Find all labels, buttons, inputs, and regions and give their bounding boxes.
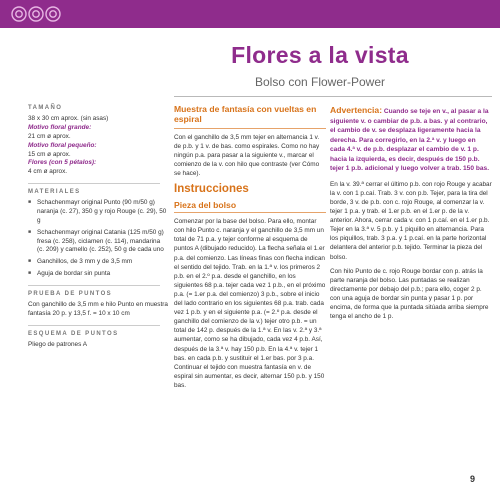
flores-label: Flores (con 5 pétalos): bbox=[28, 159, 97, 167]
sidebar-divider bbox=[28, 183, 160, 184]
list-item: ■ Schachenmayr original Punto (90 m/50 g) naranja (c. 27), 350 g y rojo Rouge (c. 29), 50 g bbox=[28, 199, 168, 225]
list-item: ■ Aguja de bordar sin punta bbox=[28, 270, 168, 279]
column-middle bbox=[174, 104, 326, 395]
header-band bbox=[0, 0, 500, 28]
materiales-heading: MATERIALES bbox=[28, 189, 81, 196]
section-divider bbox=[174, 128, 326, 129]
flores-value: 4 cm ø aprox. bbox=[28, 168, 68, 176]
pieza-heading: Pieza del bolso bbox=[174, 199, 237, 210]
tamano-heading: TAMAÑO bbox=[28, 105, 63, 111]
esquema-text: Pliego de patrones A bbox=[28, 341, 87, 349]
title-divider bbox=[174, 96, 492, 97]
esquema-heading: ESQUEMA DE PUNTOS bbox=[28, 330, 119, 337]
materiales-list bbox=[28, 199, 168, 279]
sidebar bbox=[28, 104, 168, 350]
page-title: Flores a la vista bbox=[231, 42, 409, 68]
page-number: 9 bbox=[470, 474, 476, 484]
pieza-text: Comenzar por la base del bolso. Para ello, montar con hilo Punto c. naranja y el ganchillo de 3,5 mm un total de 71 p.a. y tejer conforme al esquema de puntos A (dibujado reducido). La flecha señala el 1.er p.a. del comienzo. Las líneas finas con flecha indican el sentido del tejido. Trab. en la 1.ª v. los primeros 2 p.b. en el 2.º p.a. desde el ganchillo, en los siguientes 68 p.a. tejer cada vez 1 p.b., en el próximo p.a. (= 1.er p.a. del comienzo) 3 p.b., sobre el inicio del lado contrario en los siguientes 68 p.a. trab. cada vez 1 p.b. y en el siguiente p.a. (= 2.º p.a. desde el ganchillo del comienzo de la v.) tejer otro p.b. = un total de 142 p. después de la 1.ª v. En las v. 2.ª y 3.ª aumentar, como se ha dibujado, cada vez 4 p.b. Así, después de la 3.ª v. hay 150 p.b. En la 4.ª v. tejer 1 bas. en cada p.b. y sustituir el 1.er bas. por 3 p.a. Continuar el tejido con muestra fantasía en v. de espiral sin aumentar, es decir, alternar 150 p.b. y 150 bas. bbox=[174, 218, 326, 389]
column-right bbox=[330, 104, 492, 326]
sidebar-divider bbox=[28, 325, 160, 326]
muestra-heading: Muestra de fantasía con vueltas en espiral bbox=[174, 104, 317, 125]
instructions-paragraph: En la v. 39.ª cerrar el último p.b. con rojo Rouge y acabar la v. con 1 p.caí. Trab. 3 v. con p.b. Tejer, para la tira del borde, 3 v. de p.b. con c. rojo Rouge, al comenzar la v. tejer 1 p.a. y trab. el 1.er p.b. en el 1.er p. de la v. anterior. Ahora, cerrar cada v. con 1 p.caí. en el 1.er p.b. Tejer en la 3.ª v. 5 p.b. y 1 piquillo en alternancia. Para los piquillos, trab. 3 p.a. y 1 p.caí. en la parte horizontal delantera del anterior p.b. tejido. Terminar la pieza del bolso. bbox=[330, 180, 492, 261]
muestra-text: Con el ganchillo de 3,5 mm tejer en alternancia 1 v. de p.b. y 1 v. de bas. como espirales. Como no hay ningún p.a. para pasar a la siguiente v., marcar el comienzo de la v. con hilo que contraste (ver Cómo se hace). bbox=[174, 133, 320, 177]
prueba-heading: PRUEBA DE PUNTOS bbox=[28, 290, 113, 297]
motivo-pequeno-label: Motivo floral pequeño: bbox=[28, 141, 97, 149]
motivo-grande-label: Motivo floral grande: bbox=[28, 124, 92, 132]
title-block bbox=[150, 42, 490, 89]
motivo-grande-value: 21 cm ø aprox. bbox=[28, 132, 71, 140]
flower-ornament-icon bbox=[10, 2, 62, 26]
sidebar-divider bbox=[28, 285, 160, 286]
list-item: ■ Ganchillos, de 3 mm y de 3,5 mm bbox=[28, 258, 168, 267]
tamano-line: 38 x 30 cm aprox. (sin asas) bbox=[28, 115, 109, 123]
warning-title: Advertencia: bbox=[330, 105, 383, 115]
section-divider bbox=[174, 212, 326, 213]
prueba-text: Con ganchillo de 3,5 mm e hilo Punto en muestra fantasía 20 p. y 13,5 f. = 10 x 10 cm bbox=[28, 301, 168, 318]
warning-block bbox=[330, 104, 492, 174]
instructions-paragraph: Con hilo Punto de c. rojo Rouge bordar con p. atrás la parte naranja del bolso. Las puntadas se realizan directamente por debajo del p.b.; para ello, coger 2 p. con una aguja de bordar sin punta y pasar 1 p. por encima, de forma que la puntada sitúada arriba siempre tenga el ancho de 1 p. bbox=[330, 267, 489, 321]
list-item: ■ Schachenmayr original Catania (125 m/50 g) fresa (c. 258), ciclamen (c. 114), mandarina (c. 209) y camello (c. 252), 50 g de cada uno bbox=[28, 229, 168, 255]
motivo-pequeno-value: 15 cm ø aprox. bbox=[28, 150, 71, 158]
page-subtitle: Bolso con Flower-Power bbox=[254, 75, 386, 89]
instrucciones-heading: Instrucciones bbox=[174, 183, 249, 196]
warning-body: Cuando se teje en v., al pasar a la siguiente v. o cambiar de p.b. a bas. y al contrario, el cambio de v. se desplaza ligeramente hacia la derecha. Para corregirlo, en la 2.ª v. y luego en cada 4.ª v. de p.b. desplazar el cambio de v. 1 p. hacia la izquierda, es decir, después de 150 p.b. tejer 1 p.b. adicional y luego volver a trab. 150 bas. bbox=[330, 108, 490, 173]
